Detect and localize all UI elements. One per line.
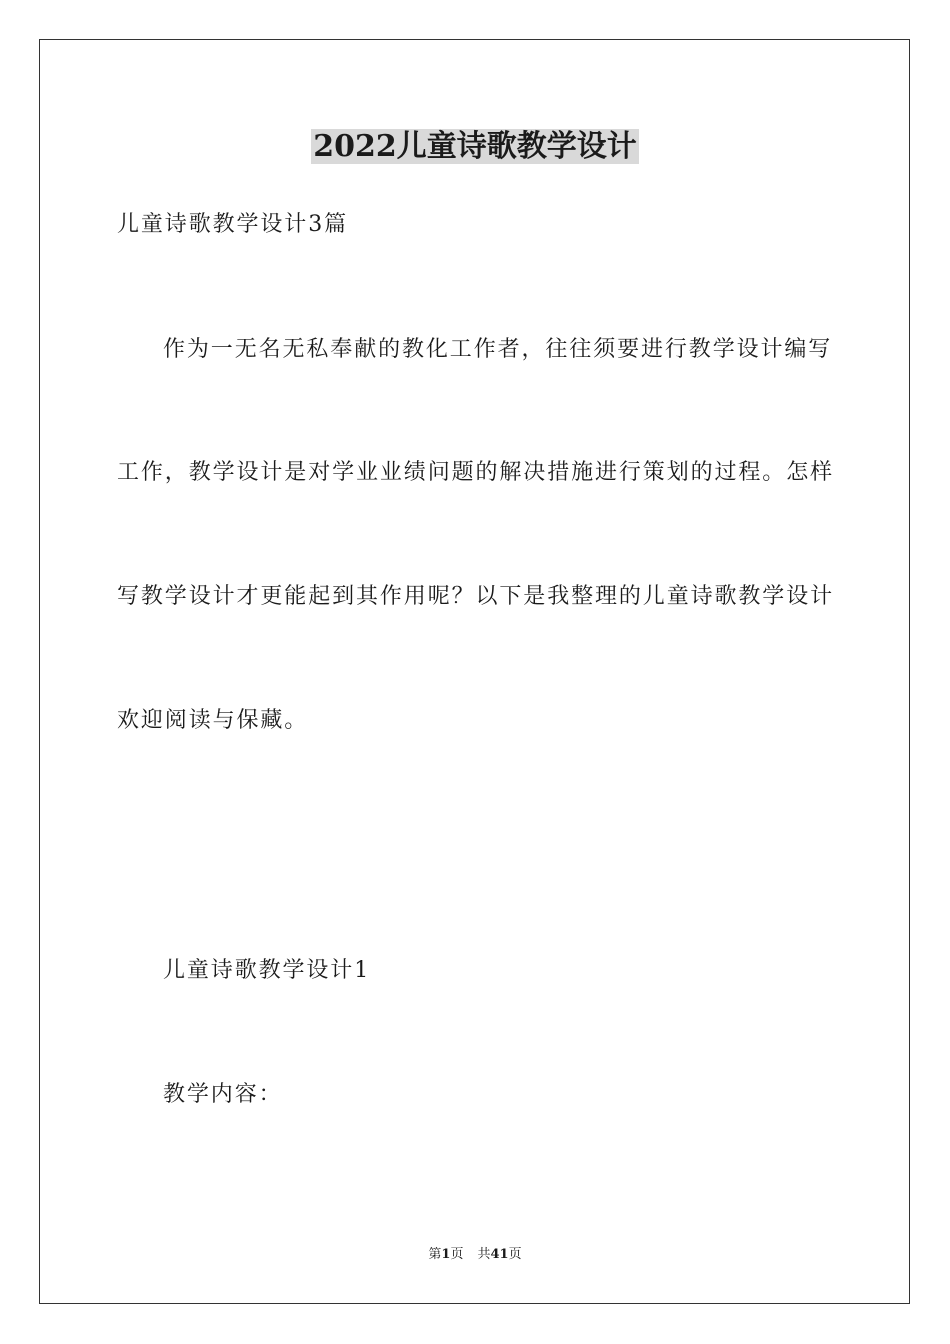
intro-line-2: 工作，教学设计是对学业业绩问题的解决措施进行策划的过程。怎样 (117, 460, 835, 485)
footer-page-prefix: 第 (428, 1247, 442, 1262)
footer-page-suffix: 页 (450, 1247, 464, 1262)
footer-total-prefix: 共 (477, 1247, 491, 1262)
document-subtitle: 儿童诗歌教学设计3篇 (117, 212, 348, 237)
document-title-text: 2022儿童诗歌教学设计 (313, 129, 637, 164)
footer-total-pages: 41 (490, 1247, 509, 1262)
section-heading: 儿童诗歌教学设计1 (163, 958, 371, 983)
footer-total-suffix: 页 (508, 1247, 522, 1262)
footer-page-number: 1 (441, 1247, 451, 1262)
page-footer (0, 1246, 950, 1264)
content-label: 教学内容： (163, 1082, 283, 1107)
document-title (0, 128, 950, 166)
intro-line-3: 写教学设计才更能起到其作用呢？以下是我整理的儿童诗歌教学设计 (117, 584, 835, 609)
intro-line-4: 欢迎阅读与保藏。 (117, 708, 309, 733)
intro-line-1: 作为一无名无私奉献的教化工作者，往往须要进行教学设计编写 (163, 337, 833, 362)
